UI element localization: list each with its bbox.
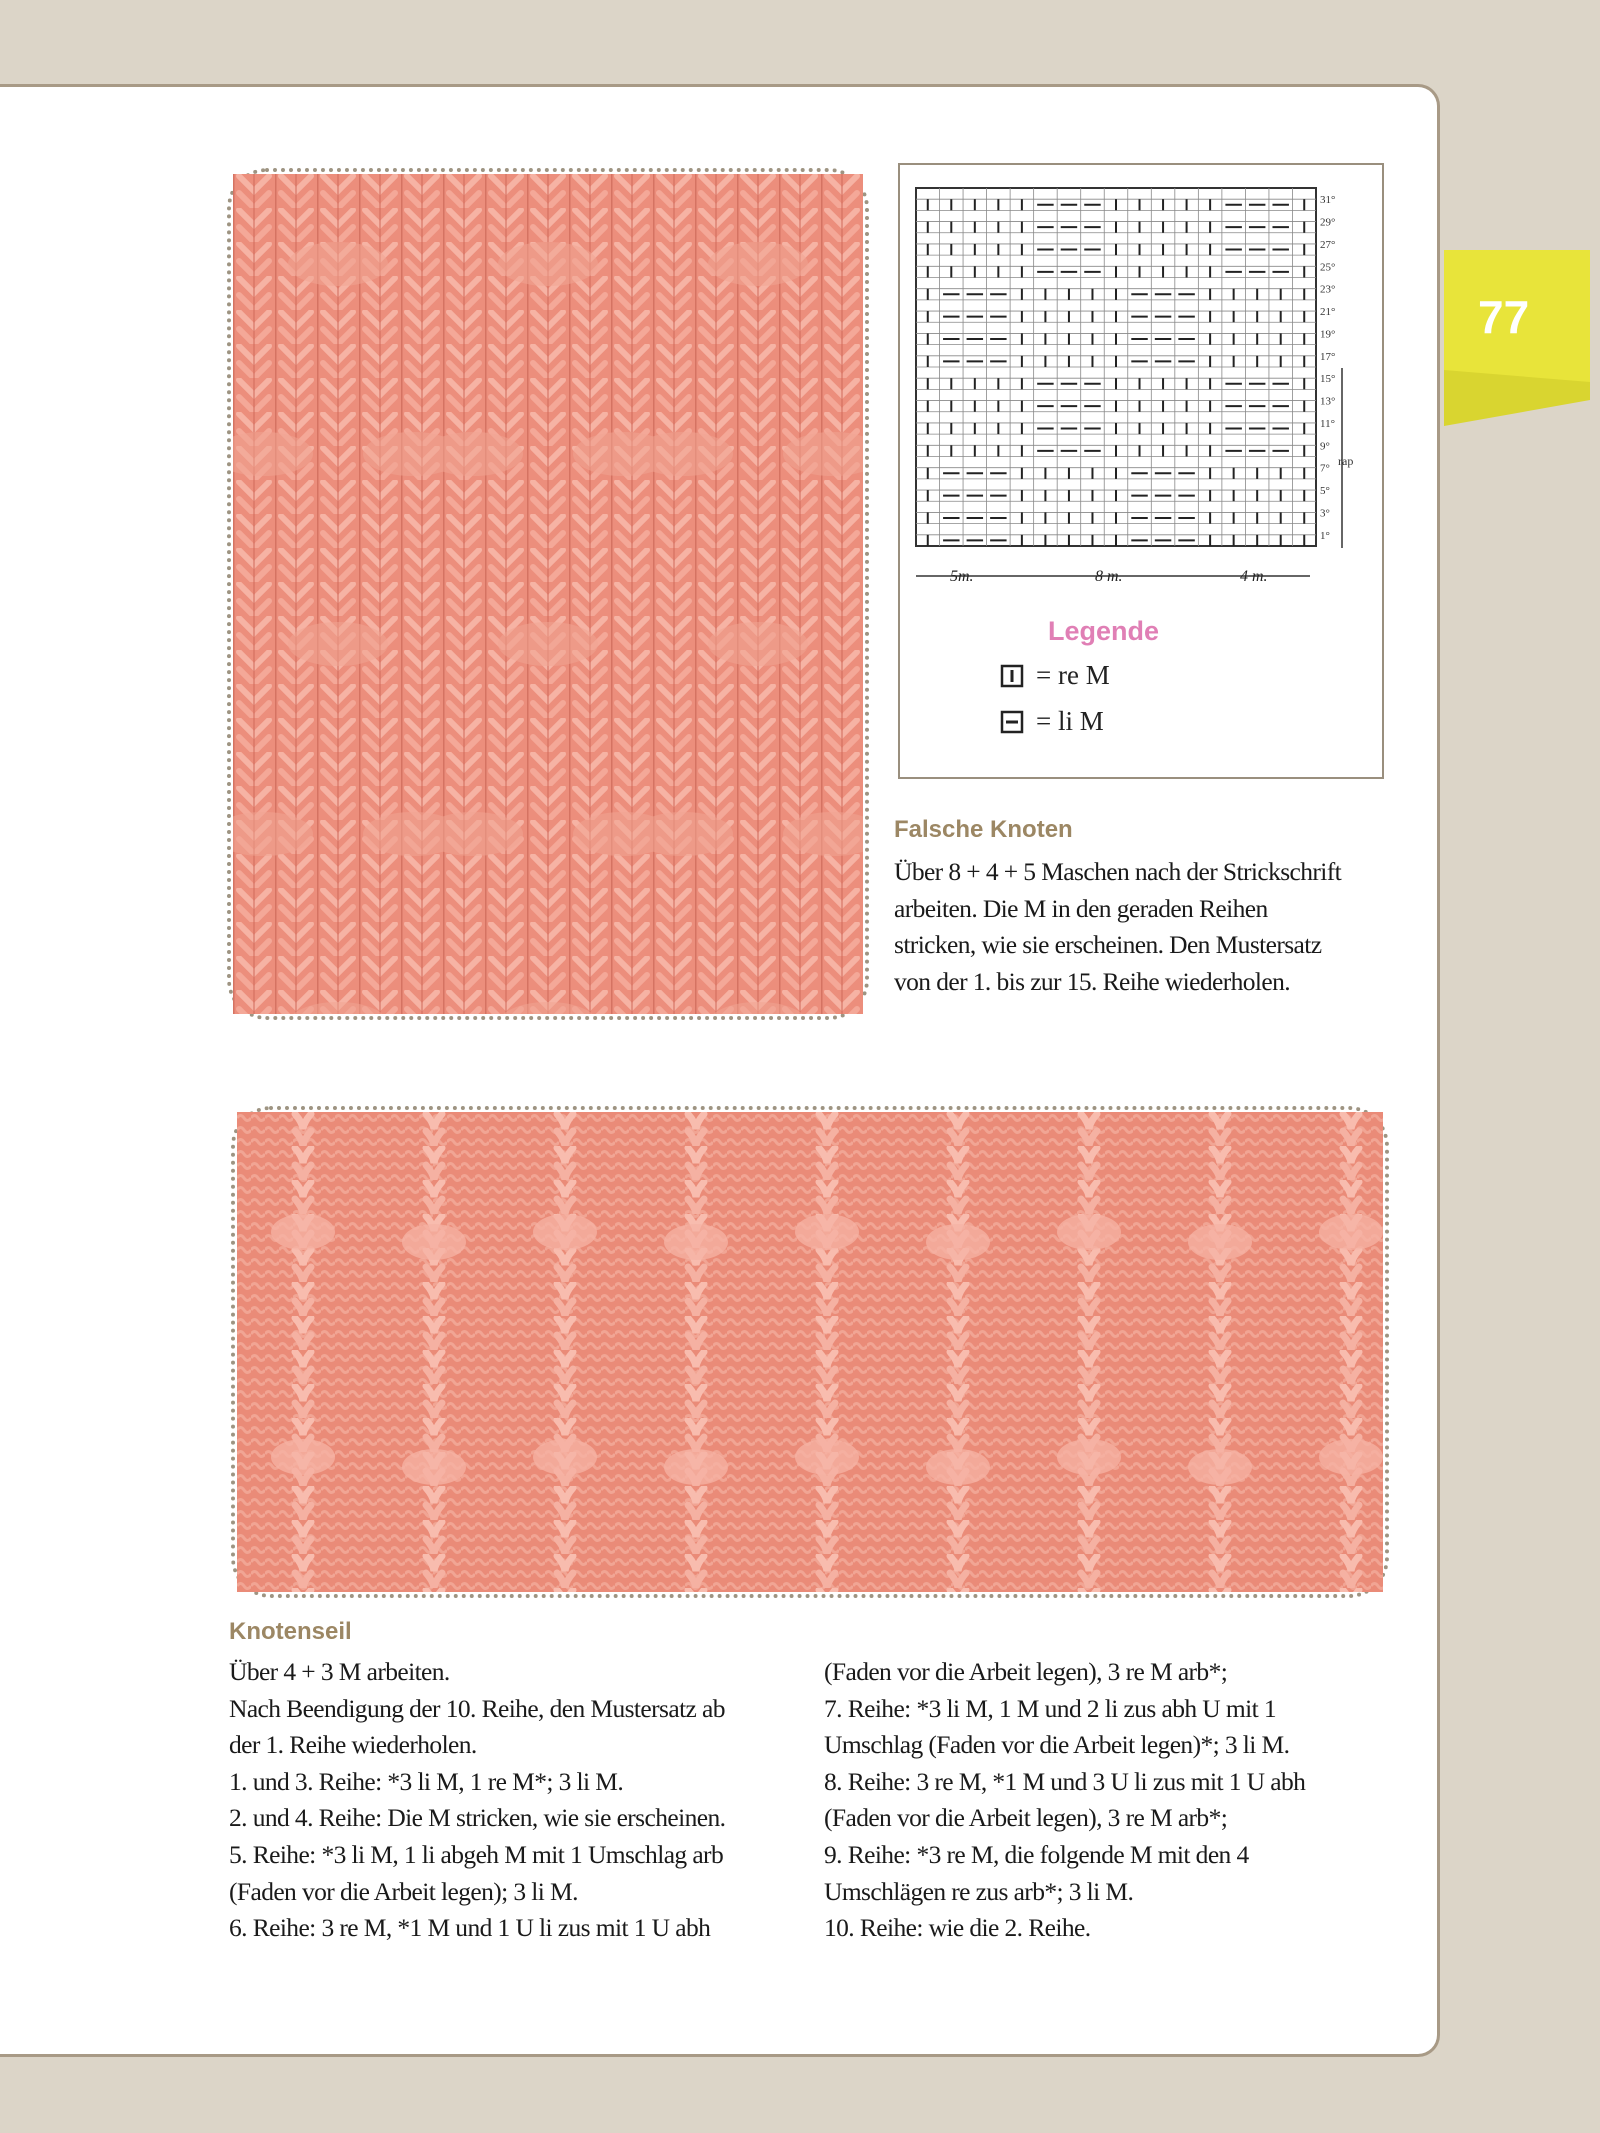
pattern1-line: stricken, wie sie erscheinen. Den Mustersatz [894,930,1322,960]
swatch-texture [233,174,863,1014]
chart-label-8m: 8 m. [1095,568,1123,585]
chart-row-label: 9° [1320,440,1330,453]
pattern2-line: 6. Reihe: 3 re M, *1 M und 1 U li zus mit 1 U abh [229,1913,711,1943]
chart-row-label: 31° [1320,194,1336,207]
knitted-swatch-falsche-knoten [233,174,863,1014]
swatch-knot [533,1439,597,1475]
chart-row-label: 21° [1320,306,1336,319]
pattern2-line: 2. und 4. Reihe: Die M stricken, wie sie erscheinen. [229,1803,726,1833]
page-number: 77 [1478,291,1530,343]
pattern2-line: Über 4 + 3 M arbeiten. [229,1657,450,1686]
swatch-texture [237,1112,1383,1592]
pattern1-text [894,854,1341,1000]
legend-row-purl [1000,706,1104,737]
swatch-knot [926,1449,990,1485]
pattern1-line: Über 8 + 4 + 5 Maschen nach der Strickschrift [894,857,1342,886]
swatch-knot [664,1449,728,1485]
knit-symbol-icon [1000,664,1024,688]
chart-row-label: 17° [1320,350,1336,363]
repeat-label: rap [1338,454,1354,468]
swatch-knot [1057,1214,1121,1250]
swatch-knot [533,1214,597,1250]
pattern2-col1 [229,1654,725,1947]
chart-row-label: 5° [1320,485,1330,498]
legend-title: Legende [1048,616,1160,646]
chart-row-label: 19° [1320,328,1336,341]
pattern1-line: von der 1. bis zur 15. Reihe wiederholen. [894,966,1291,996]
swatch-knot [402,1224,466,1260]
chart-row-label: 27° [1320,238,1336,251]
pattern2-line: (Faden vor die Arbeit legen), 3 re M arb*; [824,1657,1228,1686]
legend-row-knit [1000,660,1110,691]
pattern1-title: Falsche Knoten [894,816,1073,843]
chart-label-5m: 5m. [950,568,974,585]
chart-row-label: 15° [1320,373,1336,386]
chart-row-label: 23° [1320,283,1336,296]
pattern2-line: 10. Reihe: wie die 2. Reihe. [824,1913,1091,1943]
legend-label-knit: = re M [1036,660,1110,690]
swatch-knot [1188,1449,1252,1485]
pattern1-line: arbeiten. Die M in den geraden Reihen [894,893,1268,923]
swatch-knot [795,1214,859,1250]
chart-label-4m: 4 m. [1240,568,1268,585]
chart-row-label: 13° [1320,395,1336,408]
swatch-knot [402,1449,466,1485]
pattern2-line: 7. Reihe: *3 li M, 1 M und 2 li zus abh U mit 1 [824,1693,1277,1723]
swatch-knot [271,1214,335,1250]
pattern2-col2 [824,1654,1305,1947]
chart-row-label: 29° [1320,216,1336,229]
pattern2-line: Nach Beendigung der 10. Reihe, den Mustersatz ab [229,1693,725,1723]
chart-row-label: 11° [1320,417,1335,430]
swatch-knot [1188,1224,1252,1260]
pattern2-line: der 1. Reihe wiederholen. [229,1730,477,1760]
chart-row-label: 1° [1320,529,1330,542]
chart-row-label: 7° [1320,462,1330,475]
swatch-knot [271,1439,335,1475]
swatch-knot [926,1224,990,1260]
swatch-knot [1057,1439,1121,1475]
purl-symbol-icon [1000,710,1024,734]
pattern2-line: Umschlägen re zus arb*; 3 li M. [824,1876,1134,1906]
pattern2-line: 5. Reihe: *3 li M, 1 li abgeh M mit 1 Umschlag arb [229,1839,724,1869]
pattern2-line: 9. Reihe: *3 re M, die folgende M mit den 4 [824,1839,1249,1869]
pattern2-line: 1. und 3. Reihe: *3 li M, 1 re M*; 3 li M. [229,1766,624,1796]
knitted-swatch-knotenseil [237,1112,1383,1592]
swatch-knot [1319,1214,1383,1250]
pattern2-line: (Faden vor die Arbeit legen); 3 li M. [229,1876,578,1906]
pattern2-line: Umschlag (Faden vor die Arbeit legen)*; 3 li M. [824,1730,1290,1760]
swatch-knot [795,1439,859,1475]
swatch-knot [664,1224,728,1260]
legend-label-purl: = li M [1036,706,1104,736]
swatch-knot [1319,1439,1383,1475]
pattern2-title: Knotenseil [229,1618,352,1645]
pattern2-line: (Faden vor die Arbeit legen), 3 re M arb*; [824,1803,1228,1833]
chart-row-label: 25° [1320,261,1336,274]
knitting-chart [910,178,1354,598]
chart-row-label: 3° [1320,507,1330,520]
pattern2-line: 8. Reihe: 3 re M, *1 M und 3 U li zus mit 1 U abh [824,1766,1306,1796]
